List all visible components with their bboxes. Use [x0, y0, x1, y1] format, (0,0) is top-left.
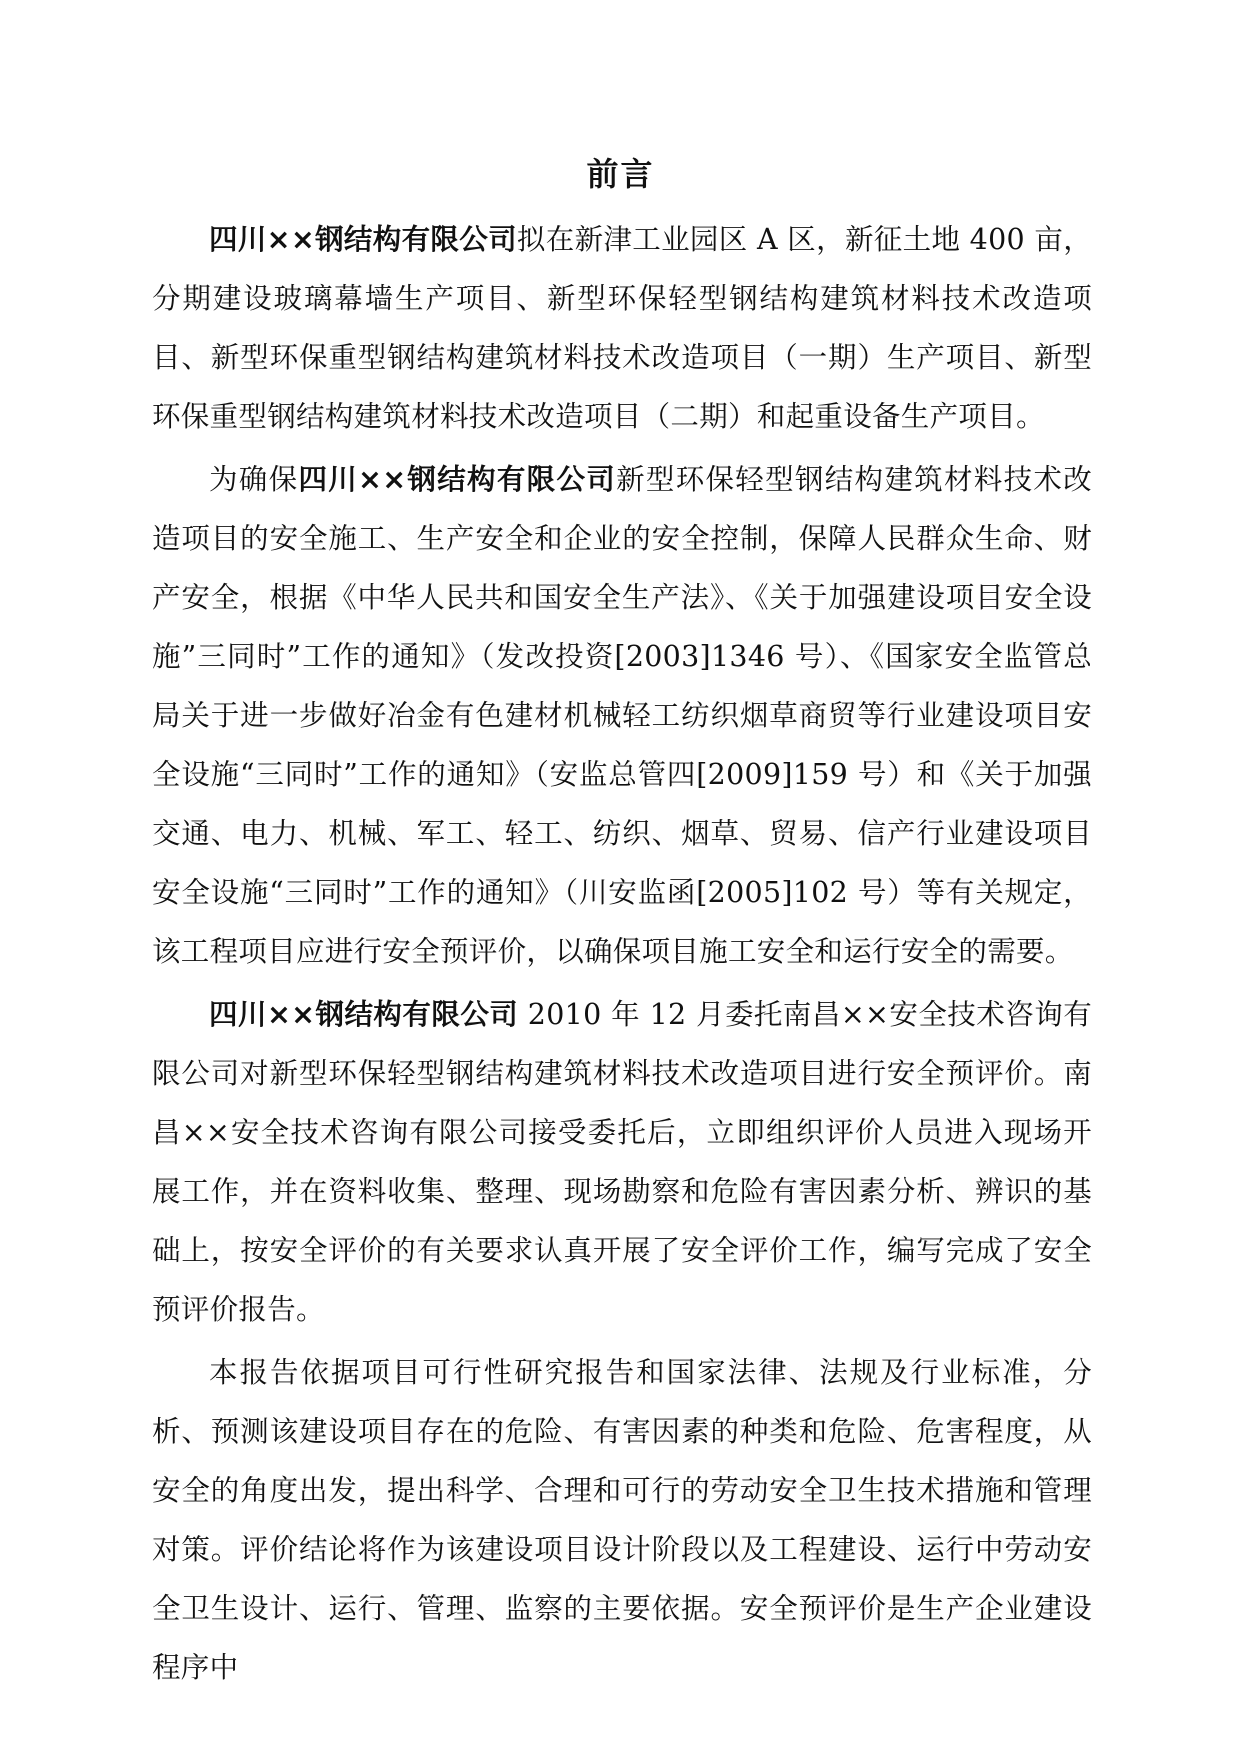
paragraph-3-text: 2010 年 12 月委托南昌××安全技术咨询有限公司对新型环保轻型钢结构建筑材料技术改造项目进行安全预评价。南昌××安全技术咨询有限公司接受委托后，立即组织评价人员进入现场开展工作，并在资料收集、整理、现场勘察和危险有害因素分析、辨识的基础上，按安全评价的有关要求认真开展了安全评价工作，编写完成了安全预评价报告。	[152, 998, 1092, 1326]
company-name: 四川××钢结构有限公司	[209, 998, 519, 1031]
page-title: 前言	[586, 155, 655, 193]
document-body	[152, 210, 1092, 1701]
paragraph-1	[152, 210, 1092, 446]
paragraph-4-text: 本报告依据项目可行性研究报告和国家法律、法规及行业标准，分析、预测该建设项目存在的危险、有害因素的种类和危险、危害程度，从安全的角度出发，提出科学、合理和可行的劳动安全卫生技术措施和管理对策。评价结论将作为该建设项目设计阶段以及工程建设、运行中劳动安全卫生设计、运行、管理、监察的主要依据。安全预评价是生产企业建设程序中	[152, 1356, 1092, 1684]
company-name: 四川××钢结构有限公司	[209, 223, 517, 256]
paragraph-1-text: 拟在新津工业园区 A 区，新征土地 400 亩，分期建设玻璃幕墙生产项目、新型环保轻型钢结构建筑材料技术改造项目、新型环保重型钢结构建筑材料技术改造项目（一期）生产项目、新型环保重型钢结构建筑材料技术改造项目（二期）和起重设备生产项目。	[152, 223, 1093, 433]
paragraph-2-lead: 为确保	[209, 463, 299, 496]
paragraph-2	[152, 450, 1092, 981]
company-name: 四川××钢结构有限公司	[298, 463, 617, 496]
paragraph-3	[152, 985, 1092, 1339]
paragraph-4	[152, 1343, 1092, 1697]
paragraph-2-text: 新型环保轻型钢结构建筑材料技术改造项目的安全施工、生产安全和企业的安全控制，保障人民群众生命、财产安全，根据《中华人民共和国安全生产法》、《关于加强建设项目安全设施”三同时”工作的通知》（发改投资[2003]1346 号）、《国家安全监管总局关于进一步做好冶金有色建材机械轻工纺织烟草商贸等行业建设项目安全设施“三同时”工作的通知》（安监总管四[2009]159 号）和《关于加强交通、电力、机械、军工、轻工、纺织、烟草、贸易、信产行业建设项目安全设施“三同时”工作的通知》（川安监函[2005]102 号）等有关规定，该工程项目应进行安全预评价，以确保项目施工安全和运行安全的需要。	[152, 463, 1092, 968]
